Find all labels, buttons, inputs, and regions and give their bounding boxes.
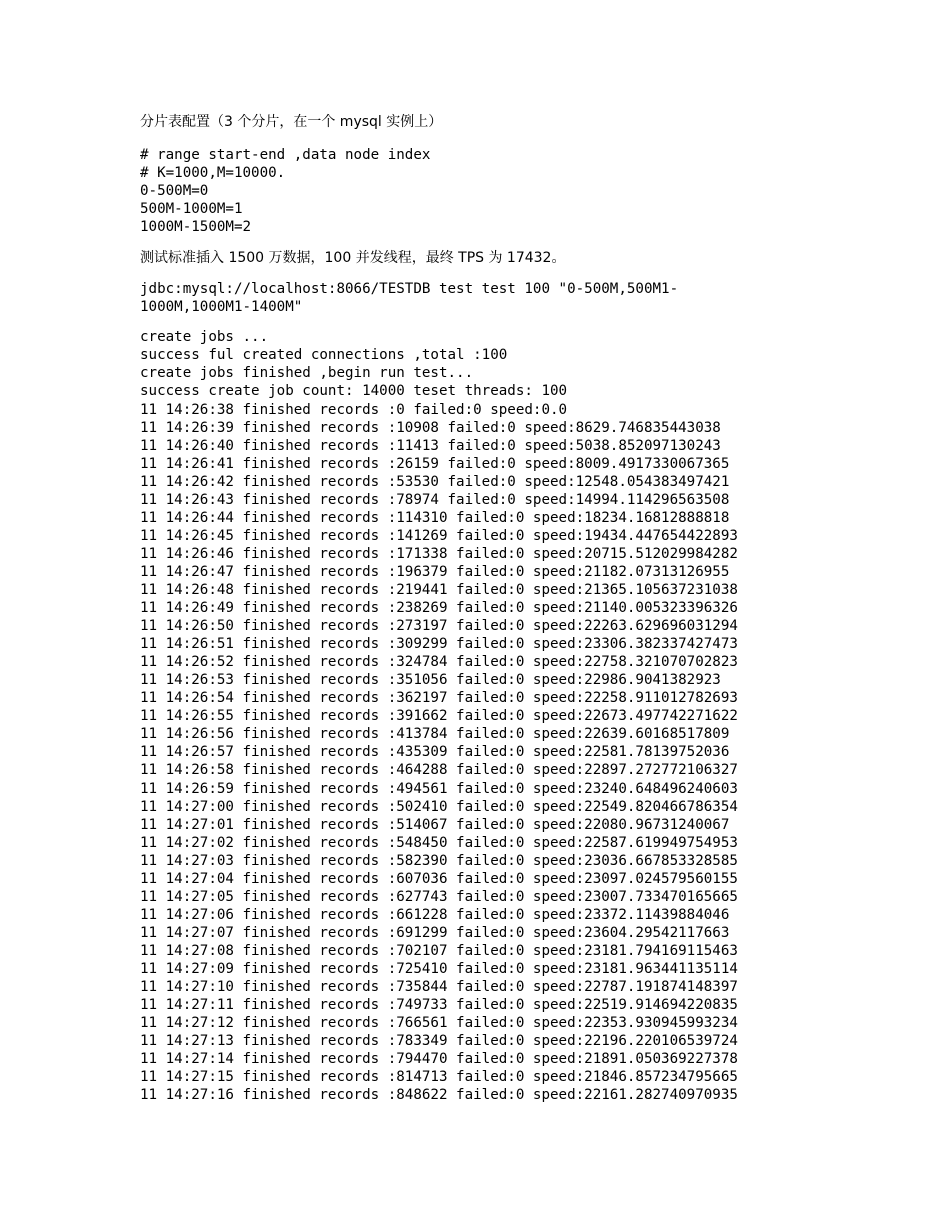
log-line: 11 14:27:07 finished records :691299 failed:0 speed:23604.29542117663: [140, 924, 730, 941]
log-line: 11 14:26:42 finished records :53530 failed:0 speed:12548.054383497421: [140, 473, 730, 490]
log-line: 11 14:27:02 finished records :548450 failed:0 speed:22587.619949754953: [140, 834, 738, 851]
log-line: 11 14:27:15 finished records :814713 failed:0 speed:21846.857234795665: [140, 1069, 738, 1086]
config-line: 500M-1000M=1: [140, 201, 243, 218]
log-line: 11 14:26:52 finished records :324784 failed:0 speed:22758.321070702823: [140, 654, 738, 671]
log-line: 11 14:26:41 finished records :26159 failed:0 speed:8009.4917330067365: [140, 455, 730, 472]
document-page: [140, 112, 920, 1104]
log-line: create jobs ...: [140, 329, 269, 346]
log-line: 11 14:27:04 finished records :607036 failed:0 speed:23097.024579560155: [140, 870, 738, 887]
log-line: 11 14:27:01 finished records :514067 failed:0 speed:22080.96731240067: [140, 816, 730, 833]
log-line: 11 14:26:40 finished records :11413 failed:0 speed:5038.852097130243: [140, 437, 721, 454]
log-line: create jobs finished ,begin run test...: [140, 365, 474, 382]
test-summary-text: 测试标准插入 1500 万数据，100 并发线程，最终 TPS 为 17432。: [140, 250, 566, 267]
log-line: 11 14:27:05 finished records :627743 failed:0 speed:23007.733470165665: [140, 888, 738, 905]
sharding-config-heading: 分片表配置（3 个分片，在一个 mysql 实例上）: [140, 114, 443, 130]
command-line: 1000M,1000M1-1400M": [140, 299, 303, 316]
log-line: 11 14:27:13 finished records :783349 failed:0 speed:22196.220106539724: [140, 1033, 738, 1050]
log-line: 11 14:27:03 finished records :582390 failed:0 speed:23036.667853328585: [140, 852, 738, 869]
config-line: # range start-end ,data node index: [140, 147, 431, 163]
test-log-block: [140, 328, 920, 1104]
log-line: 11 14:26:46 finished records :171338 failed:0 speed:20715.512029984282: [140, 545, 738, 562]
config-line: # K=1000,M=10000.: [140, 165, 286, 182]
log-line: 11 14:27:00 finished records :502410 failed:0 speed:22549.820466786354: [140, 798, 738, 815]
log-line: success create job count: 14000 teset threads: 100: [140, 383, 568, 400]
log-line: 11 14:26:58 finished records :464288 failed:0 speed:22897.272772106327: [140, 762, 738, 779]
log-line: 11 14:26:54 finished records :362197 failed:0 speed:22258.911012782693: [140, 690, 738, 707]
log-line: 11 14:27:14 finished records :794470 failed:0 speed:21891.050369227378: [140, 1051, 738, 1068]
log-line: 11 14:26:49 finished records :238269 failed:0 speed:21140.005323396326: [140, 600, 738, 617]
log-line: 11 14:27:06 finished records :661228 failed:0 speed:23372.11439884046: [140, 906, 730, 923]
log-line: 11 14:27:12 finished records :766561 failed:0 speed:22353.930945993234: [140, 1015, 738, 1032]
log-line: 11 14:26:44 finished records :114310 failed:0 speed:18234.16812888818: [140, 509, 730, 526]
command-line: jdbc:mysql://localhost:8066/TESTDB test test 100 "0-500M,500M1-: [140, 281, 679, 298]
log-line: 11 14:26:38 finished records :0 failed:0 speed:0.0: [140, 401, 568, 418]
log-line: 11 14:27:08 finished records :702107 failed:0 speed:23181.794169115463: [140, 942, 738, 959]
log-line: 11 14:26:55 finished records :391662 failed:0 speed:22673.497742271622: [140, 708, 738, 725]
log-line: 11 14:26:59 finished records :494561 failed:0 speed:23240.648496240603: [140, 780, 738, 797]
log-line: 11 14:26:57 finished records :435309 failed:0 speed:22581.78139752036: [140, 744, 730, 761]
log-line: 11 14:27:11 finished records :749733 failed:0 speed:22519.914694220835: [140, 997, 738, 1014]
log-line: 11 14:26:39 finished records :10908 failed:0 speed:8629.746835443038: [140, 419, 721, 436]
log-line: 11 14:26:43 finished records :78974 failed:0 speed:14994.114296563508: [140, 491, 730, 508]
log-line: 11 14:26:48 finished records :219441 failed:0 speed:21365.105637231038: [140, 581, 738, 598]
log-line: 11 14:27:10 finished records :735844 failed:0 speed:22787.191874148397: [140, 979, 738, 996]
config-line: 1000M-1500M=2: [140, 219, 252, 236]
log-line: 11 14:27:16 finished records :848622 failed:0 speed:22161.282740970935: [140, 1087, 738, 1104]
log-line: success ful created connections ,total :100: [140, 347, 508, 364]
config-line: 0-500M=0: [140, 183, 209, 200]
log-line: 11 14:26:47 finished records :196379 failed:0 speed:21182.07313126955: [140, 563, 730, 580]
log-line: 11 14:26:50 finished records :273197 failed:0 speed:22263.629696031294: [140, 618, 738, 635]
log-line: 11 14:27:09 finished records :725410 failed:0 speed:23181.963441135114: [140, 960, 738, 977]
log-line: 11 14:26:45 finished records :141269 failed:0 speed:19434.447654422893: [140, 527, 738, 544]
sharding-config-block: [140, 146, 920, 236]
jdbc-command-block: [140, 280, 920, 316]
log-line: 11 14:26:51 finished records :309299 failed:0 speed:23306.382337427473: [140, 636, 738, 653]
log-line: 11 14:26:53 finished records :351056 failed:0 speed:22986.9041382923: [140, 672, 721, 689]
log-line: 11 14:26:56 finished records :413784 failed:0 speed:22639.60168517809: [140, 726, 730, 743]
